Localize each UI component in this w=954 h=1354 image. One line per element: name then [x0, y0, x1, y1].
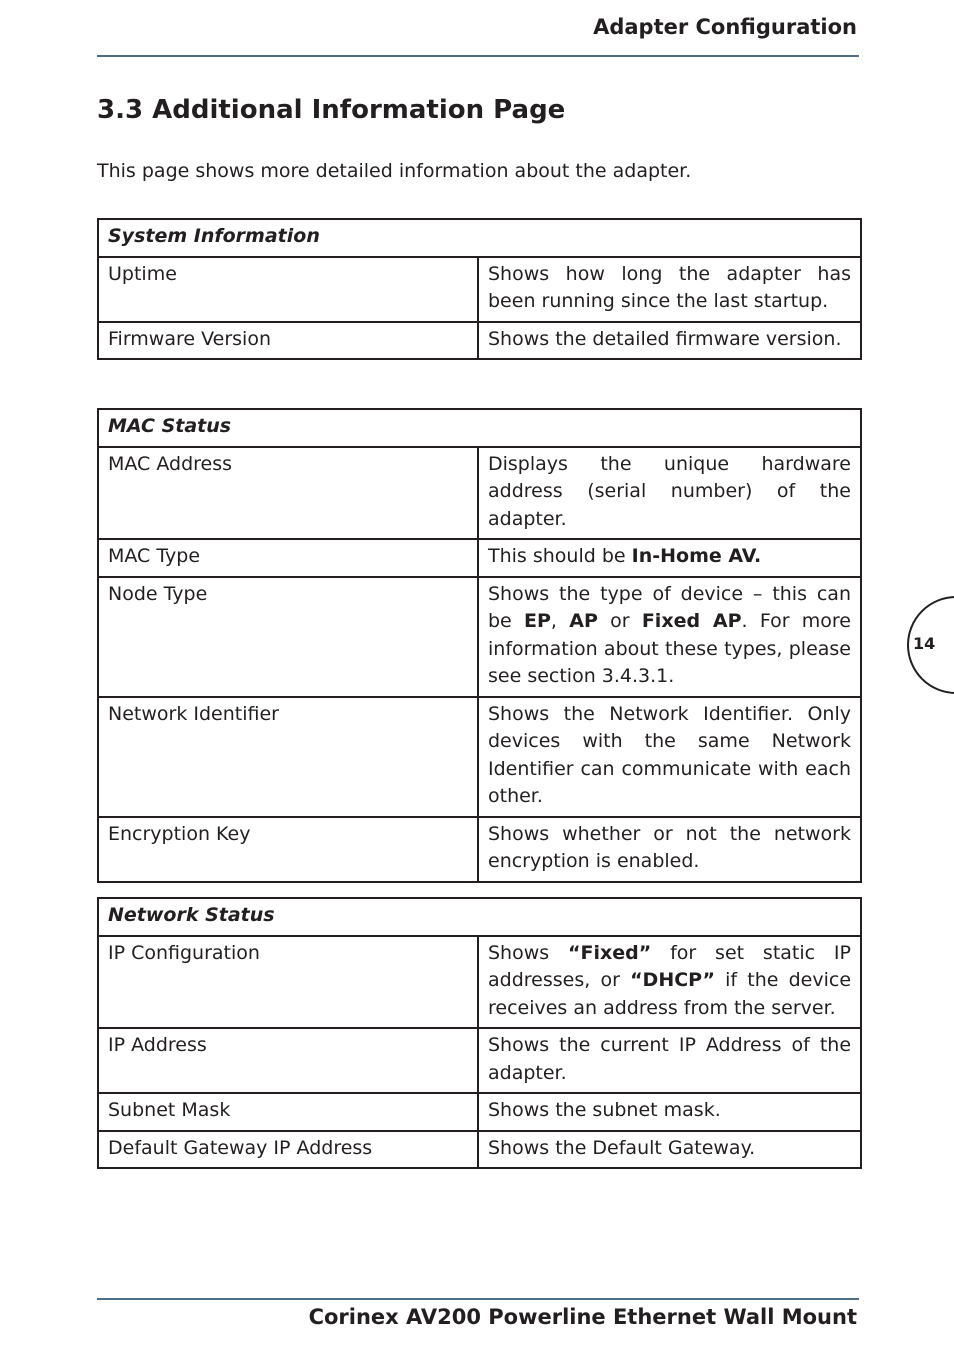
- desc-text: if the device receives an address from the server.: [488, 969, 852, 1019]
- table-row: [98, 1131, 861, 1169]
- network-status-table: [97, 897, 862, 1169]
- running-footer: Corinex AV200 Powerline Ethernet Wall Mount: [308, 1305, 857, 1329]
- table-title: MAC Status: [98, 409, 861, 447]
- field-name: Subnet Mask: [98, 1093, 478, 1131]
- desc-bold: “Fixed”: [568, 941, 652, 964]
- desc-bold: AP: [569, 610, 598, 632]
- field-description: Shows how long the adapter has been running since the last startup.: [478, 257, 861, 322]
- field-description: [478, 539, 861, 577]
- intro-paragraph: This page shows more detailed information about the adapter.: [97, 160, 692, 182]
- desc-text: Shows the type of device – this can be: [488, 582, 851, 632]
- desc-text: This should be: [488, 545, 632, 567]
- mac-status-table: [97, 408, 862, 883]
- table-row: [98, 447, 861, 540]
- field-description: [478, 936, 861, 1029]
- desc-bold: EP: [524, 610, 551, 632]
- page-number: 14: [913, 634, 936, 653]
- table-title: System Information: [98, 219, 861, 257]
- field-description: Shows the Network Identifier. Only devices with the same Network Identifier can communicate with each other.: [478, 697, 861, 817]
- field-description: Shows the Default Gateway.: [478, 1131, 861, 1169]
- desc-text: Shows: [488, 941, 569, 964]
- table-row: [98, 322, 861, 360]
- section-heading: 3.3 Additional Information Page: [97, 95, 566, 125]
- field-name: IP Configuration: [98, 936, 478, 1029]
- header-rule: [97, 55, 859, 57]
- table-title: Network Status: [98, 898, 861, 936]
- desc-text: . For more information about these types, please see section 3.4.3.1.: [488, 610, 851, 687]
- table-row: [98, 1028, 861, 1093]
- table-row: [98, 936, 861, 1029]
- footer-rule: [97, 1298, 859, 1300]
- running-header: Adapter Configuration: [593, 15, 857, 39]
- field-name: Default Gateway IP Address: [98, 1131, 478, 1169]
- field-description: Displays the unique hardware address (serial number) of the adapter.: [478, 447, 861, 540]
- field-name: Node Type: [98, 577, 478, 697]
- table-row: [98, 539, 861, 577]
- field-name: Firmware Version: [98, 322, 478, 360]
- field-name: Network Identifier: [98, 697, 478, 817]
- desc-bold: “DHCP”: [630, 969, 715, 991]
- field-name: MAC Address: [98, 447, 478, 540]
- field-description: Shows whether or not the network encryption is enabled.: [478, 817, 861, 882]
- page-number-tab: [907, 596, 954, 694]
- field-description: [478, 577, 861, 697]
- table-row: [98, 1093, 861, 1131]
- field-name: Uptime: [98, 257, 478, 322]
- desc-text: for set static IP addresses, or: [488, 941, 851, 991]
- table-row: [98, 577, 861, 697]
- field-description: Shows the subnet mask.: [478, 1093, 861, 1131]
- field-name: MAC Type: [98, 539, 478, 577]
- table-row: [98, 697, 861, 817]
- desc-bold: In-Home AV.: [631, 545, 762, 567]
- desc-bold: Fixed AP: [641, 610, 742, 632]
- field-description: Shows the current IP Address of the adapter.: [478, 1028, 861, 1093]
- field-name: IP Address: [98, 1028, 478, 1093]
- table-row: [98, 257, 861, 322]
- field-description: Shows the detailed firmware version.: [478, 322, 861, 360]
- system-information-table: [97, 218, 862, 360]
- desc-text: or: [597, 610, 642, 632]
- desc-text: ,: [550, 610, 570, 632]
- field-name: Encryption Key: [98, 817, 478, 882]
- table-row: [98, 817, 861, 882]
